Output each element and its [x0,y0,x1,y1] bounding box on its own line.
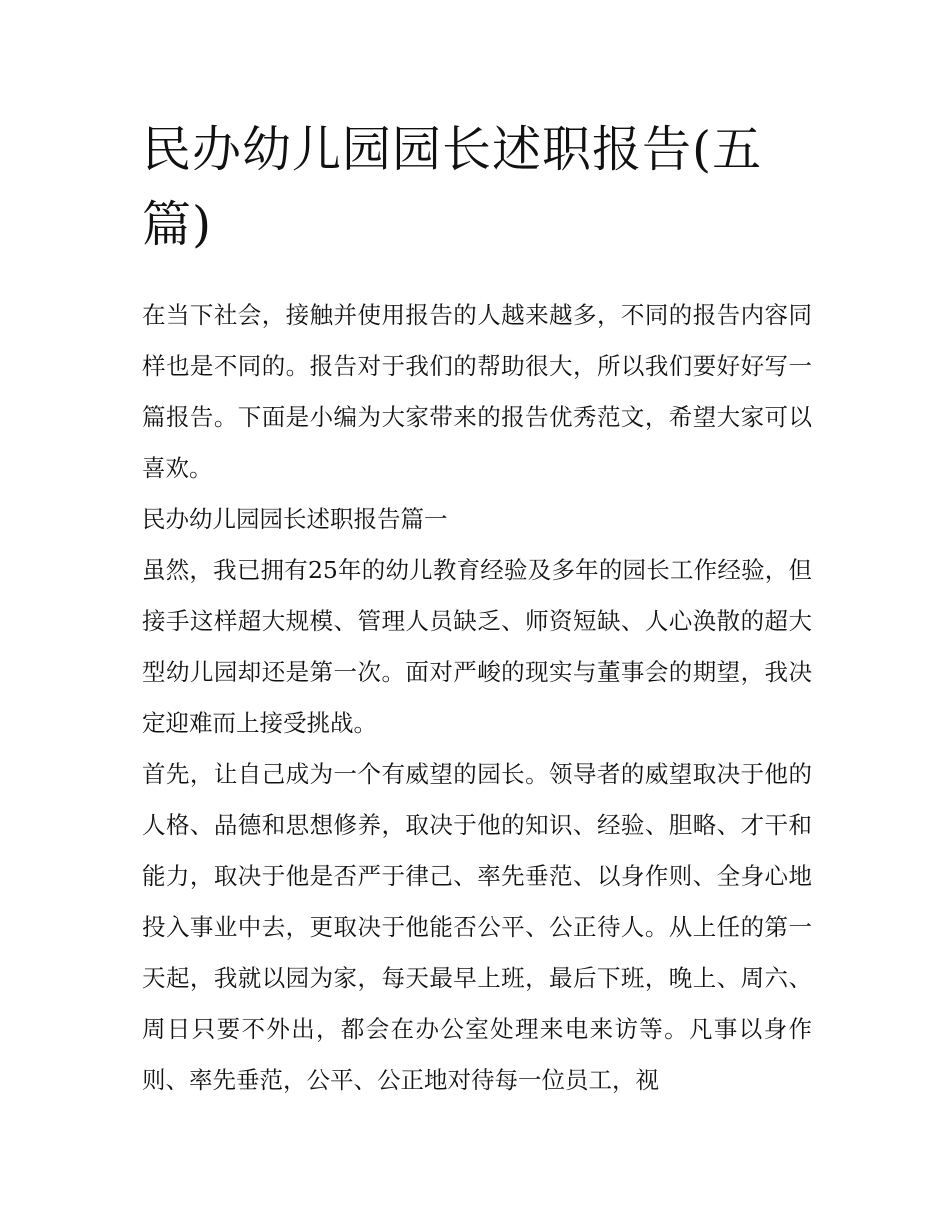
section-heading: 民办幼儿园园长述职报告篇一 [142,505,448,533]
document-page [142,112,812,1106]
document-title: 民办幼儿园园长述职报告(五篇) [142,121,763,253]
body-paragraph: 虽然，我已拥有25年的幼儿教育经验及多年的园长工作经验，但接手这样超大规模、管理人员缺乏、师资短缺、人心涣散的超大型幼儿园却还是第一次。面对严峻的现实与董事会的期望，我决定迎难而上接受挑战。 [142,556,812,737]
body-paragraph: 首先，让自己成为一个有威望的园长。领导者的威望取决于他的人格、品德和思想修养，取决于他的知识、经验、胆略、才干和能力，取决于他是否严于律己、率先垂范、以身作则、全身心地投入事业中去，更取决于他能否公平、公正待人。从上任的第一天起，我就以园为家，每天最早上班，最后下班，晚上、周六、周日只要不外出，都会在办公室处理来电来访等。凡事以身作则、率先垂范，公平、公正地对待每一位员工，视 [142,760,812,1094]
intro-paragraph: 在当下社会，接触并使用报告的人越来越多，不同的报告内容同样也是不同的。报告对于我们的帮助很大，所以我们要好好写一篇报告。下面是小编为大家带来的报告优秀范文，希望大家可以喜欢。 [142,301,812,482]
